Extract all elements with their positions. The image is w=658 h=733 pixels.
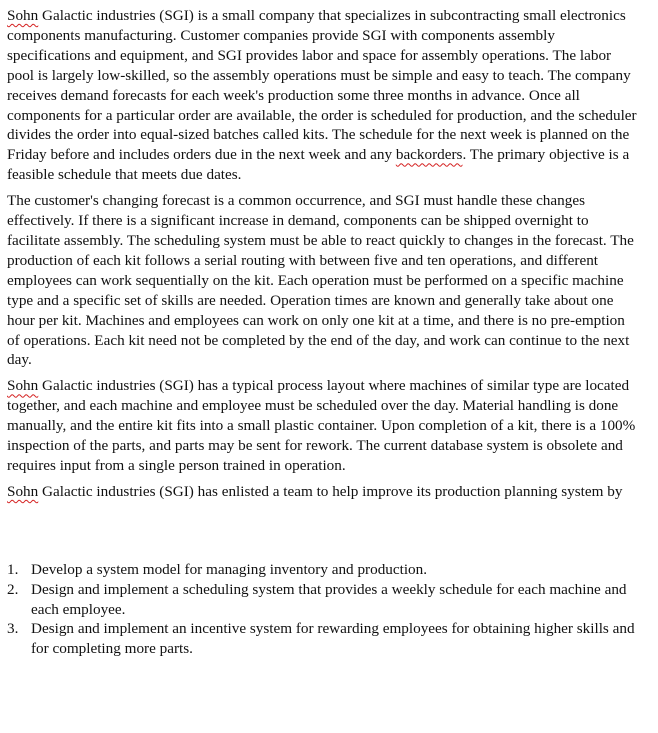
- list-item: [7, 619, 639, 659]
- paragraph-process-layout: [7, 376, 639, 476]
- spellcheck-word: backorders: [395, 146, 463, 164]
- spellcheck-word: Sohn: [7, 377, 39, 395]
- list-item: [7, 580, 639, 620]
- paragraph-text: Galactic industries (SGI) has a typical process layout where machines of similar type are located together, and each machine and employee must be scheduled over the day. Material handling is done manually, and the entire kit fits into a small plastic container. Upon completion of a kit, there is a 100% inspection of the parts, and parts may be sent for rework. The current database system is obsolete and requires input from a single person trained in operation.: [7, 377, 636, 474]
- paragraph-text: The customer's changing forecast is a common occurrence, and SGI must handle these changes effectively. If there is a significant increase in demand, components can be shipped overnight to facilitate assembly. The scheduling system must be able to react quickly to changes in the forecast. The production of each kit follows a serial routing with between five and ten operations, and different employees can work sequentially on the kit. Each operation must be performed on a specific machine type and a specific set of skills are needed. Operation times are known and generally take about one hour per kit. Machines and employees can work on only one kit at a time, and there is no pre-emption of operations. Each kit need not be completed by the end of the day, and work can continue to the next day.: [7, 192, 634, 369]
- paragraph-team-goal: [7, 482, 639, 502]
- list-item-text: Design and implement an incentive system for rewarding employees for obtaining higher skills and for completing more parts.: [31, 620, 635, 658]
- task-list: [7, 560, 639, 660]
- list-number: 2.: [7, 580, 19, 598]
- list-item: [7, 560, 639, 580]
- paragraph-company-overview: [7, 6, 639, 185]
- blank-space: [7, 508, 639, 560]
- document-body: [7, 6, 639, 659]
- paragraph-text: . The primary objective is a feasible schedule that meets due dates.: [7, 146, 630, 184]
- list-number: 3.: [7, 620, 19, 638]
- paragraph-text: Galactic industries (SGI) is a small company that specializes in subcontracting small electronics components manufacturing. Customer companies provide SGI with components assembly specifications and equipment, and SGI provides labor and space for assembly operations. The labor pool is largely low-skilled, so the assembly operations must be simple and easy to teach. The company receives demand forecasts for each week's production some three months in advance. Once all components for a particular order are available, the order is scheduled for production, and the scheduler divides the order into equal-sized batches called kits. The schedule for the next week is planned on the Friday before and includes orders due in the next week and any: [7, 7, 637, 164]
- paragraph-forecast-changes: [7, 191, 639, 370]
- list-item-text: Design and implement a scheduling system that provides a weekly schedule for each machine and each employee.: [31, 580, 627, 618]
- spellcheck-word: Sohn: [7, 7, 39, 24]
- paragraph-text: Galactic industries (SGI) has enlisted a team to help improve its production planning system by: [38, 482, 623, 500]
- list-number: 1.: [7, 560, 19, 578]
- list-item-text: Develop a system model for managing inventory and production.: [31, 560, 428, 578]
- spellcheck-word: Sohn: [7, 482, 39, 500]
